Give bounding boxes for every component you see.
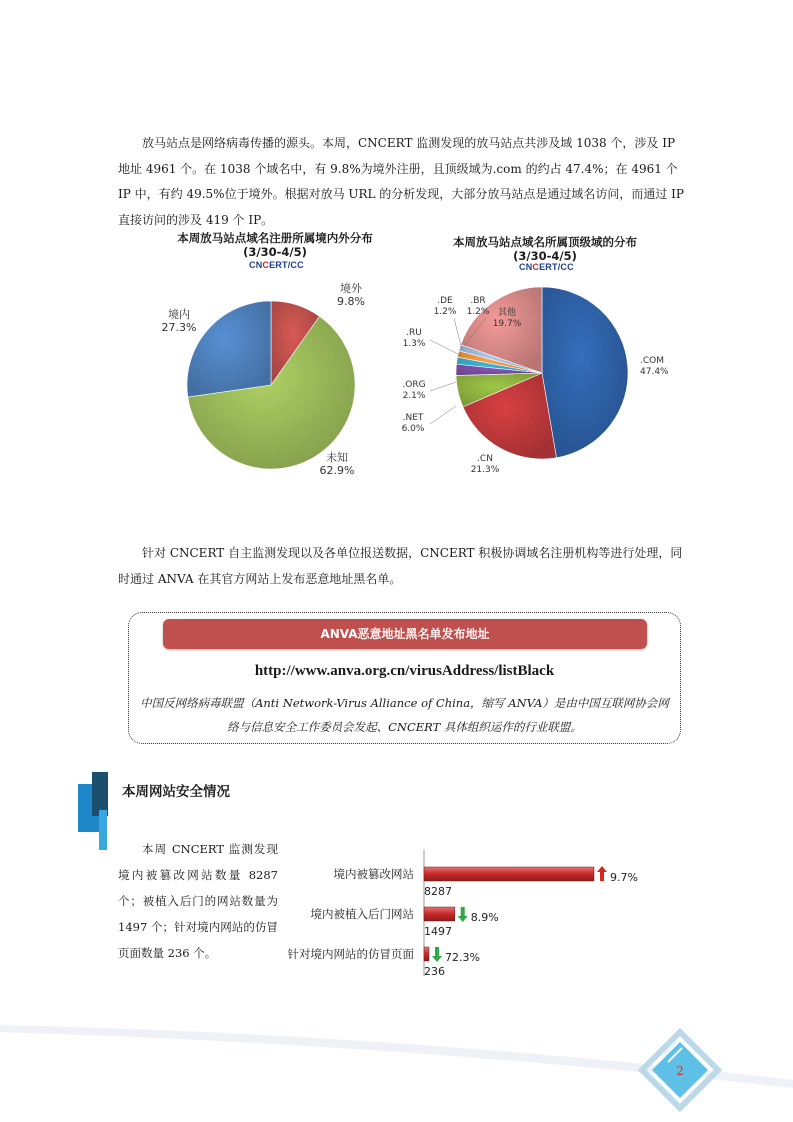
cncert-logo-1: CNCERT/CC: [249, 260, 304, 270]
pie-value-label-3: 2.1%: [402, 391, 426, 401]
bar-rect: [424, 867, 594, 881]
pie-value-label-2: 27.3%: [161, 321, 197, 334]
page-number: 2: [676, 1064, 684, 1078]
bar-change-label: 8.9%: [470, 911, 499, 924]
cncert-logo-2: CNCERT/CC: [519, 262, 574, 272]
bar-category-label: 针对境内网站的仿冒页面: [287, 947, 414, 961]
intro-paragraph: 放马站点是网络病毒传播的源头。本周，CNCERT 监测发现的放马站点共涉及域 1038 个，涉及 IP 地址 4961 个。在 1038 个域名中，有 9.8%为境外注册，且顶级域为.com 的约占 47.4%；在 4961 个 IP 中，有约 49.5%位于境外。根据对放马 URL 的分析发现，大部分放马站点是通过域名访问，而通过 IP 直接访问的涉及 419 个 IP。: [118, 136, 684, 227]
pie-slice-0: [542, 287, 628, 458]
arrow-up-icon: [597, 866, 607, 881]
website-security-bar-chart: [270, 850, 670, 990]
pie2-leader-line: [430, 340, 462, 356]
chart1-pie: [130, 270, 400, 490]
chart2-pie: [390, 270, 690, 490]
bar-category-label: 境内被植入后门网站: [310, 907, 414, 921]
bar-value-label: 236: [424, 965, 445, 978]
chart1-subtitle: (3/30-4/5): [243, 245, 307, 259]
bar-change-label: 72.3%: [445, 951, 480, 964]
arrow-down-icon: [458, 907, 468, 922]
pie-value-label-1: 62.9%: [319, 464, 355, 477]
pie2-leader-line: [430, 406, 456, 424]
pie-label-2: .NET: [402, 413, 424, 423]
section-paragraph: 本周 CNCERT 监测发现境内被篡改网站数量 8287 个；被植入后门的网站数量为 1497 个；针对境内网站的仿冒页面数量 236 个。: [118, 842, 278, 960]
pie-value-label-6: 1.2%: [466, 307, 490, 317]
chart2-title: [420, 235, 670, 263]
chart1-title: [150, 231, 400, 259]
pie2-leader-line: [454, 318, 462, 350]
section-marker-decoration: [70, 766, 120, 856]
pie-label-1: .CN: [477, 454, 493, 464]
anva-note: 中国反网络病毒联盟（Anti Network-Virus Alliance of China，缩写 ANVA）是由中国互联网协会网络与信息安全工作委员会发起、CNCERT 具体组织运作的行业联盟。: [140, 696, 669, 734]
pie-slice-2: [187, 301, 271, 397]
pie-value-label-0: 9.8%: [337, 295, 365, 308]
pie-value-label-0: 47.4%: [640, 367, 669, 377]
anva-url-link[interactable]: http://www.anva.org.cn/virusAddress/listBlack: [254, 663, 555, 679]
pie-label-1: 未知: [326, 451, 348, 464]
bar-rect: [424, 947, 429, 961]
anva-info-box: [128, 612, 681, 744]
section-title: 本周网站安全情况: [122, 784, 230, 800]
anva-banner: ANVA恶意地址黑名单发布地址: [163, 619, 647, 649]
pie2-leader-line: [430, 382, 456, 391]
bar-category-label: 境内被篡改网站: [333, 867, 414, 881]
pie-value-label-1: 21.3%: [470, 465, 500, 475]
pie-label-0: .COM: [640, 356, 664, 366]
pie-value-label-7: 19.7%: [492, 319, 522, 329]
second-paragraph: 针对 CNCERT 自主监测发现以及各单位报送数据，CNCERT 积极协调域名注册机构等进行处理，同时通过 ANVA 在其官方网站上发布恶意地址黑名单。: [118, 546, 683, 586]
bar-value-label: 1497: [424, 925, 452, 938]
pie-label-6: .BR: [470, 296, 486, 306]
chart1-title-text: 本周放马站点域名注册所属境内外分布: [177, 231, 373, 245]
pie-value-label-4: 1.3%: [402, 339, 426, 349]
arrow-down-icon: [432, 947, 442, 962]
bar-value-label: 8287: [424, 885, 452, 898]
pie-value-label-2: 6.0%: [401, 424, 425, 434]
pie-label-3: .ORG: [402, 380, 426, 390]
pie-label-5: .DE: [437, 296, 453, 306]
chart2-subtitle: (3/30-4/5): [513, 249, 577, 263]
pie-label-7: 其他: [497, 308, 517, 318]
pie-label-0: 境外: [340, 282, 362, 295]
bar-rect: [424, 907, 455, 921]
bar-change-label: 9.7%: [610, 871, 638, 884]
chart2-title-text: 本周放马站点域名所属顶级域的分布: [453, 235, 637, 249]
pie-value-label-5: 1.2%: [433, 307, 457, 317]
pie-label-2: 境内: [168, 308, 190, 321]
pie-label-4: .RU: [406, 328, 422, 338]
